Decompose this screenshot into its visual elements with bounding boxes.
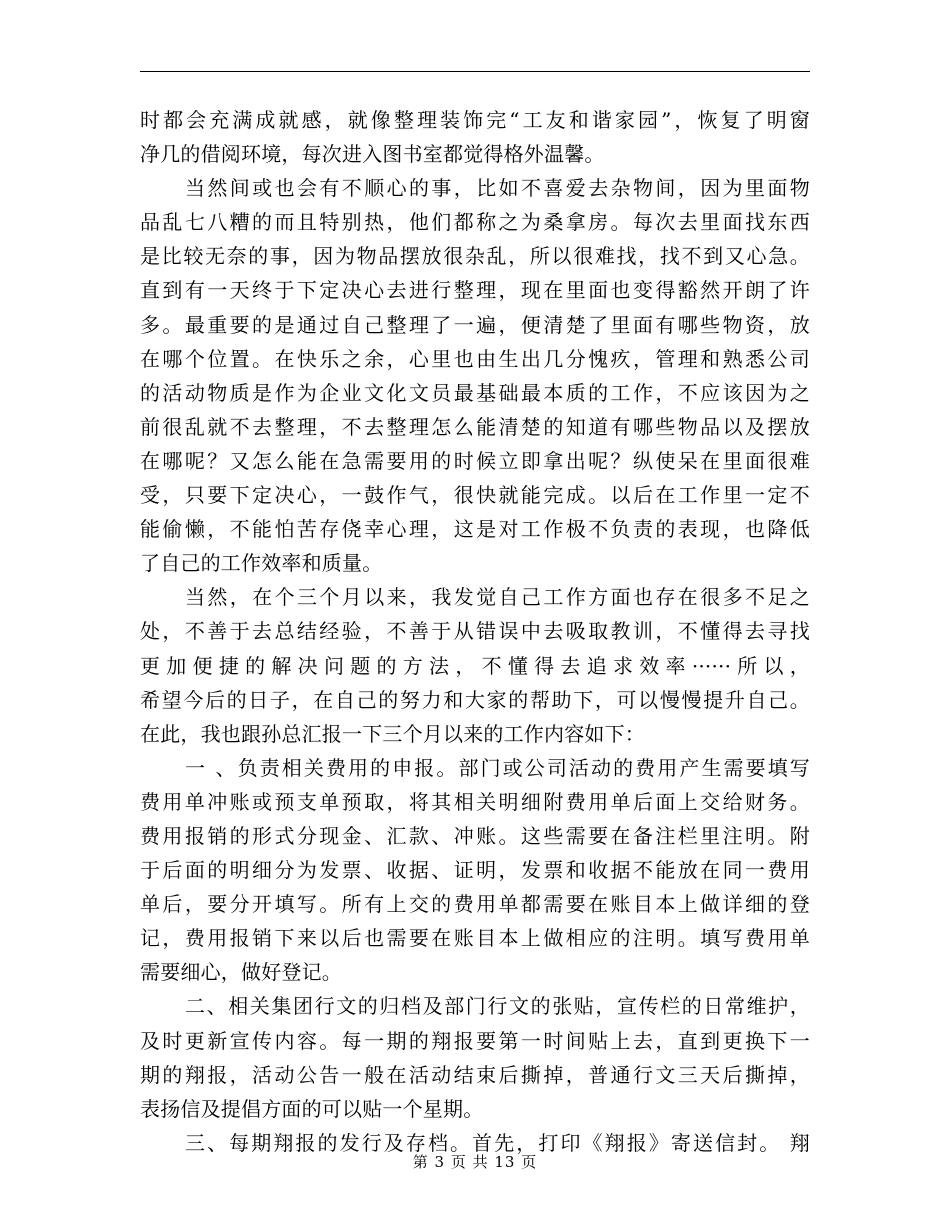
text-line: 处，不善于去总结经验，不善于从错误中去吸取教训，不懂得去寻找 xyxy=(140,619,810,644)
text-line: 希望今后的日子，在自己的努力和大家的帮助下，可以慢慢提升自己。 xyxy=(140,687,810,712)
text-line: 费用报销的形式分现金、汇款、冲账。这些需要在备注栏里注明。附 xyxy=(140,823,810,848)
text-line: 费用单冲账或预支单预取，将其相关明细附费用单后面上交给财务。 xyxy=(140,789,810,814)
text-line: 在哪呢？又怎么能在急需要用的时候立即拿出呢？纵使呆在里面很难 xyxy=(140,448,810,473)
page-number-footer: 第 3 页 共 13 页 xyxy=(412,1153,538,1171)
text-line: 了自己的工作效率和质量。 xyxy=(140,551,383,576)
text-line: 受，只要下定决心，一鼓作气，很快就能完成。以后在工作里一定不 xyxy=(140,483,810,508)
document-body xyxy=(140,103,810,1160)
text-line: 能偷懒，不能怕苦存侥幸心理，这是对工作极不负责的表现，也降低 xyxy=(140,517,810,542)
text-line: 记，费用报销下来以后也需要在账目本上做相应的注明。填写费用单 xyxy=(140,926,810,951)
header-rule xyxy=(140,71,810,72)
text-line: 在哪个位置。在快乐之余，心里也由生出几分愧疚，管理和熟悉公司 xyxy=(140,346,810,371)
text-line: 单后，要分开填写。所有上交的费用单都需要在账目本上做详细的登 xyxy=(140,892,810,917)
text-line: 净几的借阅环境，每次进入图书室都觉得格外温馨。 xyxy=(140,142,605,167)
text-line: 当然间或也会有不顺心的事，比如不喜爱去杂物间，因为里面物 xyxy=(185,176,810,201)
text-line: 于后面的明细分为发票、收据、证明，发票和收据不能放在同一费用 xyxy=(140,858,810,883)
text-line: 表扬信及提倡方面的可以贴一个星期。 xyxy=(140,1096,484,1121)
text-line: 更加便捷的解决问题的方法，不懂得去追求效率······所以， xyxy=(140,653,810,678)
text-line: 直到有一天终于下定决心去进行整理，现在里面也变得豁然开朗了许 xyxy=(140,278,810,303)
text-line: 需要细心，做好登记。 xyxy=(140,960,342,985)
text-line: 一 、负责相关费用的申报。部门或公司活动的费用产生需要填写 xyxy=(185,755,810,780)
text-line: 及时更新宣传内容。每一期的翔报要第一时间贴上去，直到更换下一 xyxy=(140,1028,810,1053)
text-line: 多。最重要的是通过自己整理了一遍，便清楚了里面有哪些物资，放 xyxy=(140,312,810,337)
text-line: 在此，我也跟孙总汇报一下三个月以来的工作内容如下： xyxy=(140,721,645,746)
text-line: 时都会充满成就感，就像整理装饰完“工友和谐家园”，恢复了明窗 xyxy=(140,108,810,132)
text-line: 期的翔报，活动公告一般在活动结束后撕掉，普通行文三天后撕掉， xyxy=(140,1062,810,1087)
text-line: 是比较无奈的事，因为物品摆放很杂乱，所以很难找，找不到又心急。 xyxy=(140,244,810,269)
text-line: 品乱七八糟的而且特别热，他们都称之为桑拿房。每次去里面找东西 xyxy=(140,210,810,235)
text-line: 二、相关集团行文的归档及部门行文的张贴，宣传栏的日常维护， xyxy=(185,994,810,1019)
text-line: 前很乱就不去整理，不去整理怎么能清楚的知道有哪些物品以及摆放 xyxy=(140,414,810,439)
text-line: 当然，在个三个月以来，我发觉自己工作方面也存在很多不足之 xyxy=(185,585,810,610)
text-line: 的活动物质是作为企业文化文员最基础最本质的工作，不应该因为之 xyxy=(140,380,810,405)
text-line: 三、每期翔报的发行及存档。首先，打印《翔报》寄送信封。 翔 xyxy=(185,1130,810,1155)
